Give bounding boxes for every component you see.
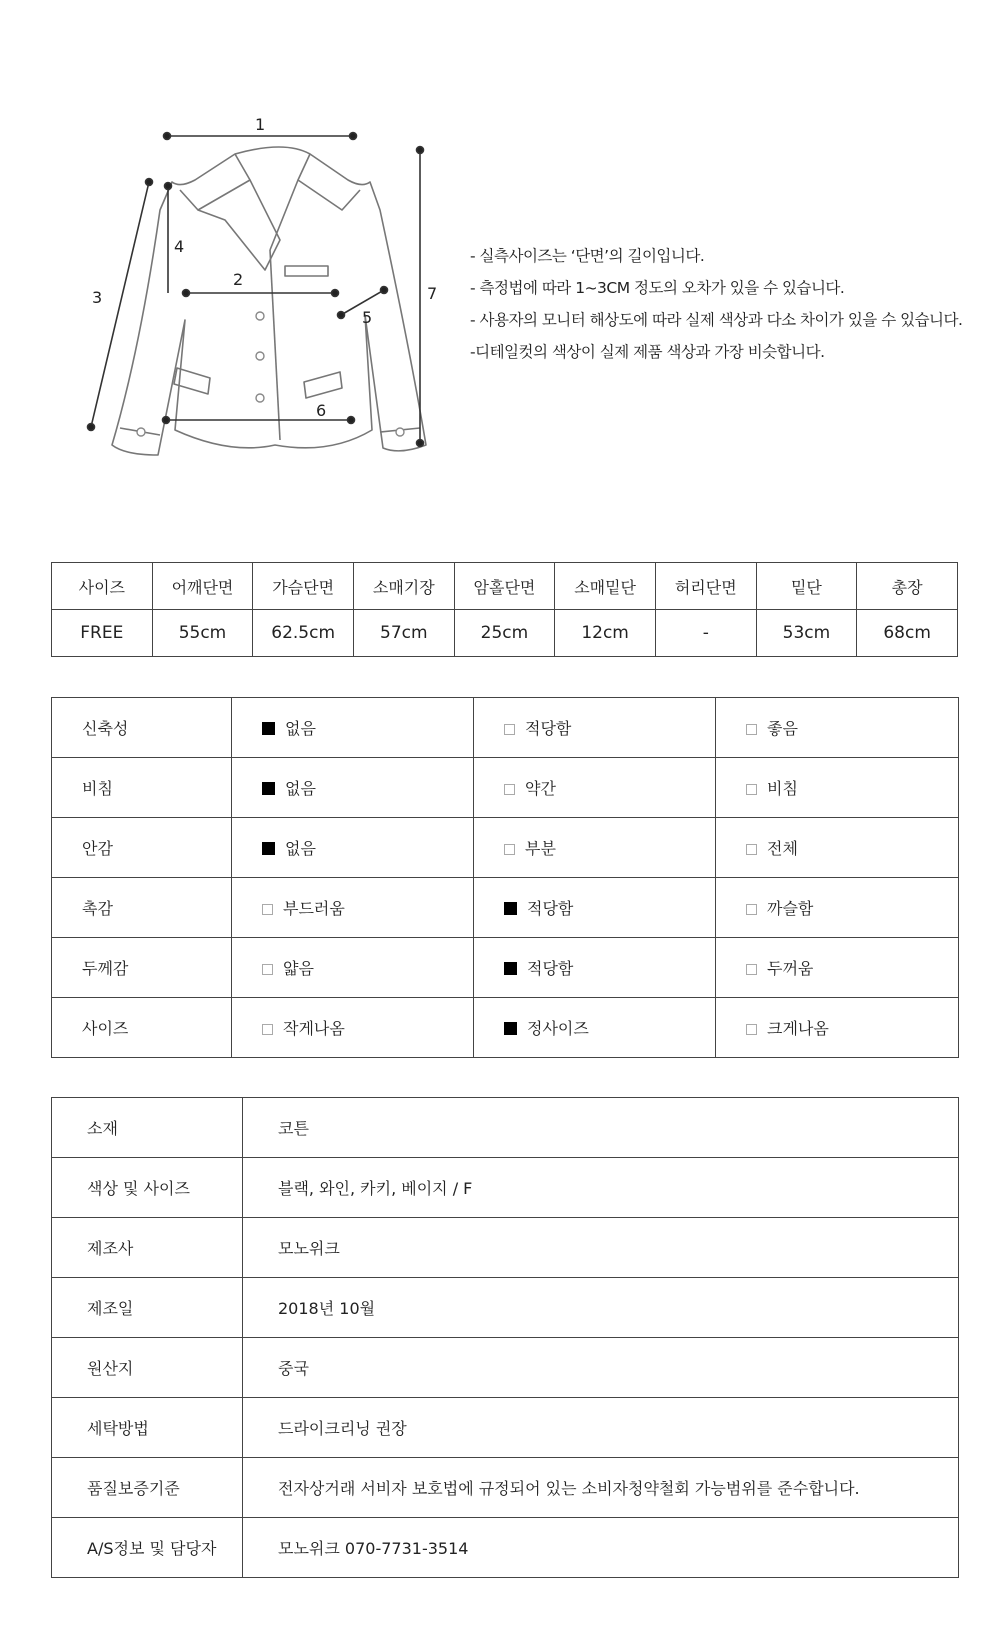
size-header-cell: 소매기장 [353, 563, 454, 610]
size-value-cell: FREE [52, 610, 153, 657]
note-line: - 사용자의 모니터 해상도에 따라 실제 색상과 다소 차이가 있을 수 있습니다. [470, 311, 963, 329]
feel-option [716, 998, 959, 1058]
feel-row [52, 818, 959, 878]
feel-option [716, 938, 959, 998]
unchecked-checkbox-icon [504, 784, 515, 795]
info-row [52, 1158, 959, 1218]
info-value: 블랙, 와인, 카키, 베이지 / F [243, 1158, 959, 1218]
feel-option [716, 758, 959, 818]
dim-label-3: 3 [92, 288, 103, 307]
checked-checkbox-icon [504, 902, 517, 915]
feel-row [52, 998, 959, 1058]
info-row [52, 1278, 959, 1338]
size-value-cell: 25cm [454, 610, 555, 657]
feel-option-label: 작게나옴 [283, 1019, 345, 1038]
dim-label-5: 5 [362, 308, 373, 327]
jacket-illustration [80, 110, 460, 480]
feel-option-label: 적당함 [525, 719, 572, 738]
feel-option-label: 적당함 [527, 959, 574, 978]
size-header-cell: 소매밑단 [555, 563, 656, 610]
info-value: 중국 [243, 1338, 959, 1398]
unchecked-checkbox-icon [746, 724, 757, 735]
dim-label-6: 6 [316, 401, 327, 420]
feel-option-label: 두꺼움 [767, 959, 814, 978]
info-value: 모노위크 [243, 1218, 959, 1278]
info-row [52, 1458, 959, 1518]
feel-row-label: 두께감 [52, 938, 232, 998]
feel-option-label: 없음 [285, 839, 316, 858]
feel-option [232, 818, 474, 878]
feel-row [52, 878, 959, 938]
info-value: 모노위크 070-7731-3514 [243, 1518, 959, 1578]
info-label: 세탁방법 [52, 1398, 243, 1458]
size-value-cell: 62.5cm [253, 610, 354, 657]
info-label: A/S정보 및 담당자 [52, 1518, 243, 1578]
feel-option-label: 없음 [285, 779, 316, 798]
info-label: 제조일 [52, 1278, 243, 1338]
feel-option-label: 적당함 [527, 899, 574, 918]
feel-option-label: 까슬함 [767, 899, 814, 918]
unchecked-checkbox-icon [504, 724, 515, 735]
unchecked-checkbox-icon [262, 1024, 273, 1035]
size-table-value-row [52, 610, 958, 657]
unchecked-checkbox-icon [746, 964, 757, 975]
feel-option-label: 크게나옴 [767, 1019, 829, 1038]
jacket-measurement-diagram [80, 110, 460, 480]
unchecked-checkbox-icon [262, 904, 273, 915]
size-header-cell: 허리단면 [655, 563, 756, 610]
feel-row-label: 사이즈 [52, 998, 232, 1058]
dim-label-7: 7 [427, 284, 438, 303]
size-value-cell: 53cm [756, 610, 857, 657]
size-table [51, 562, 958, 657]
checked-checkbox-icon [262, 722, 275, 735]
feel-row [52, 938, 959, 998]
feel-option [474, 998, 716, 1058]
info-row [52, 1218, 959, 1278]
info-label: 색상 및 사이즈 [52, 1158, 243, 1218]
size-value-cell: 12cm [555, 610, 656, 657]
feel-option [232, 698, 474, 758]
feel-option [716, 818, 959, 878]
product-info-table [51, 1097, 959, 1578]
feel-option-label: 전체 [767, 839, 798, 858]
dim-label-1: 1 [255, 115, 266, 134]
unchecked-checkbox-icon [746, 904, 757, 915]
info-value: 2018년 10월 [243, 1278, 959, 1338]
unchecked-checkbox-icon [746, 1024, 757, 1035]
feel-row-label: 안감 [52, 818, 232, 878]
feel-option-label: 정사이즈 [527, 1019, 589, 1038]
checked-checkbox-icon [504, 962, 517, 975]
info-value: 코튼 [243, 1098, 959, 1158]
feel-option-label: 약간 [525, 779, 556, 798]
feel-option [716, 878, 959, 938]
info-row [52, 1338, 959, 1398]
feel-row [52, 758, 959, 818]
info-value: 전자상거래 서비자 보호법에 규정되어 있는 소비자청약철회 가능범위를 준수합니다. [243, 1458, 959, 1518]
feel-row-label: 촉감 [52, 878, 232, 938]
info-value: 드라이크리닝 권장 [243, 1398, 959, 1458]
unchecked-checkbox-icon [262, 964, 273, 975]
feel-option-label: 없음 [285, 719, 316, 738]
info-row [52, 1098, 959, 1158]
feel-option-label: 얇음 [283, 959, 314, 978]
size-table-header-row [52, 563, 958, 610]
unchecked-checkbox-icon [746, 784, 757, 795]
unchecked-checkbox-icon [504, 844, 515, 855]
checked-checkbox-icon [504, 1022, 517, 1035]
feel-option-label: 좋음 [767, 719, 798, 738]
feel-option [474, 818, 716, 878]
feel-option-label: 부분 [525, 839, 556, 858]
feel-option [474, 698, 716, 758]
feel-option [232, 878, 474, 938]
note-line: -디테일컷의 색상이 실제 제품 색상과 가장 비슷합니다. [470, 343, 825, 361]
note-line: - 측정법에 따라 1~3CM 정도의 오차가 있을 수 있습니다. [470, 279, 845, 297]
info-label: 제조사 [52, 1218, 243, 1278]
size-header-cell: 어깨단면 [152, 563, 253, 610]
info-row [52, 1398, 959, 1458]
info-row [52, 1518, 959, 1578]
feel-option [232, 938, 474, 998]
size-header-cell: 총장 [857, 563, 958, 610]
size-header-cell: 밑단 [756, 563, 857, 610]
size-value-cell: 55cm [152, 610, 253, 657]
fabric-feel-table [51, 697, 959, 1058]
info-label: 품질보증기준 [52, 1458, 243, 1518]
size-value-cell: 68cm [857, 610, 958, 657]
dim-label-2: 2 [233, 270, 244, 289]
size-notes [470, 246, 990, 374]
feel-option [474, 758, 716, 818]
feel-option-label: 비침 [767, 779, 798, 798]
checked-checkbox-icon [262, 842, 275, 855]
feel-row-label: 신축성 [52, 698, 232, 758]
feel-row [52, 698, 959, 758]
info-label: 원산지 [52, 1338, 243, 1398]
size-header-cell: 사이즈 [52, 563, 153, 610]
info-label: 소재 [52, 1098, 243, 1158]
feel-row-label: 비침 [52, 758, 232, 818]
size-value-cell: 57cm [353, 610, 454, 657]
size-header-cell: 암홀단면 [454, 563, 555, 610]
feel-option [232, 998, 474, 1058]
dim-label-4: 4 [174, 237, 185, 256]
feel-option [474, 938, 716, 998]
size-header-cell: 가슴단면 [253, 563, 354, 610]
unchecked-checkbox-icon [746, 844, 757, 855]
feel-option [716, 698, 959, 758]
feel-option [474, 878, 716, 938]
note-line: - 실측사이즈는 ‘단면’의 길이입니다. [470, 247, 705, 265]
checked-checkbox-icon [262, 782, 275, 795]
feel-option [232, 758, 474, 818]
size-value-cell: - [655, 610, 756, 657]
feel-option-label: 부드러움 [283, 899, 345, 918]
